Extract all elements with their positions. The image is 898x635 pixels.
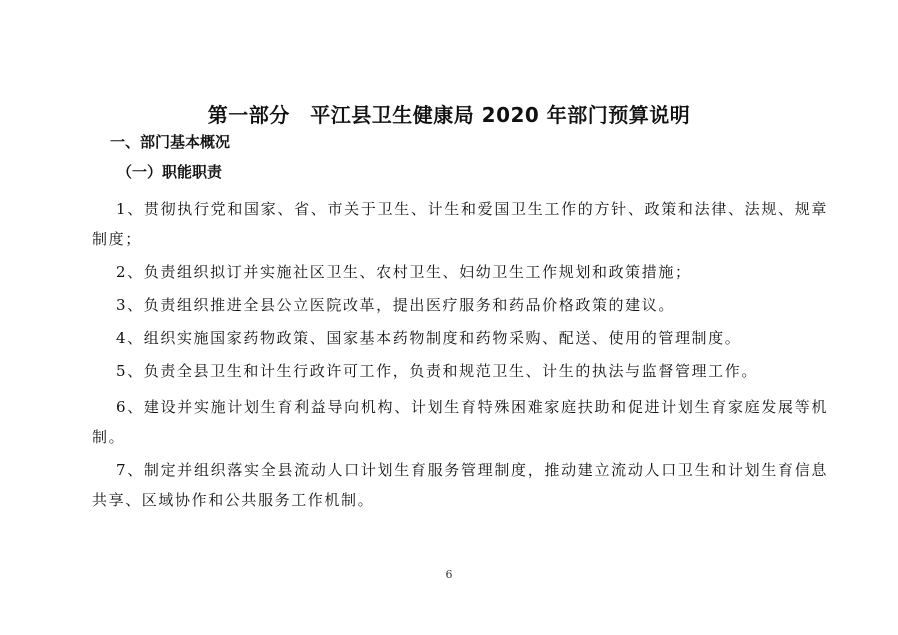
- page-title: 第一部分 平江县卫生健康局 2020 年部门预算说明: [207, 103, 691, 127]
- paragraph-1: 1、贯彻执行党和国家、省、市关于卫生、计生和爱国卫生工作的方针、政策和法律、法规、规章制度；: [92, 200, 828, 248]
- paragraph-5: 5、负责全县卫生和计生行政许可工作，负责和规范卫生、计生的执法与监督管理工作。: [116, 362, 758, 380]
- paragraph-7: 7、制定并组织落实全县流动人口计划生育服务管理制度，推动建立流动人口卫生和计划生育信息共享、区域协作和公共服务工作机制。: [92, 461, 828, 509]
- subsection-heading: （一）职能职责: [117, 163, 223, 181]
- paragraph-3: 3、负责组织推进全县公立医院改革，提出医疗服务和药品价格政策的建议。: [116, 296, 675, 314]
- section-heading: 一、部门基本概况: [110, 133, 231, 151]
- paragraph-2: 2、负责组织拟订并实施社区卫生、农村卫生、妇幼卫生工作规划和政策措施；: [116, 263, 692, 281]
- paragraph-6: 6、建设并实施计划生育利益导向机构、计划生育特殊困难家庭扶助和促进计划生育家庭发展等机制。: [92, 398, 828, 446]
- paragraph-4: 4、组织实施国家药物政策、国家基本药物制度和药物采购、配送、使用的管理制度。: [116, 329, 742, 347]
- page-number: 6: [445, 568, 453, 581]
